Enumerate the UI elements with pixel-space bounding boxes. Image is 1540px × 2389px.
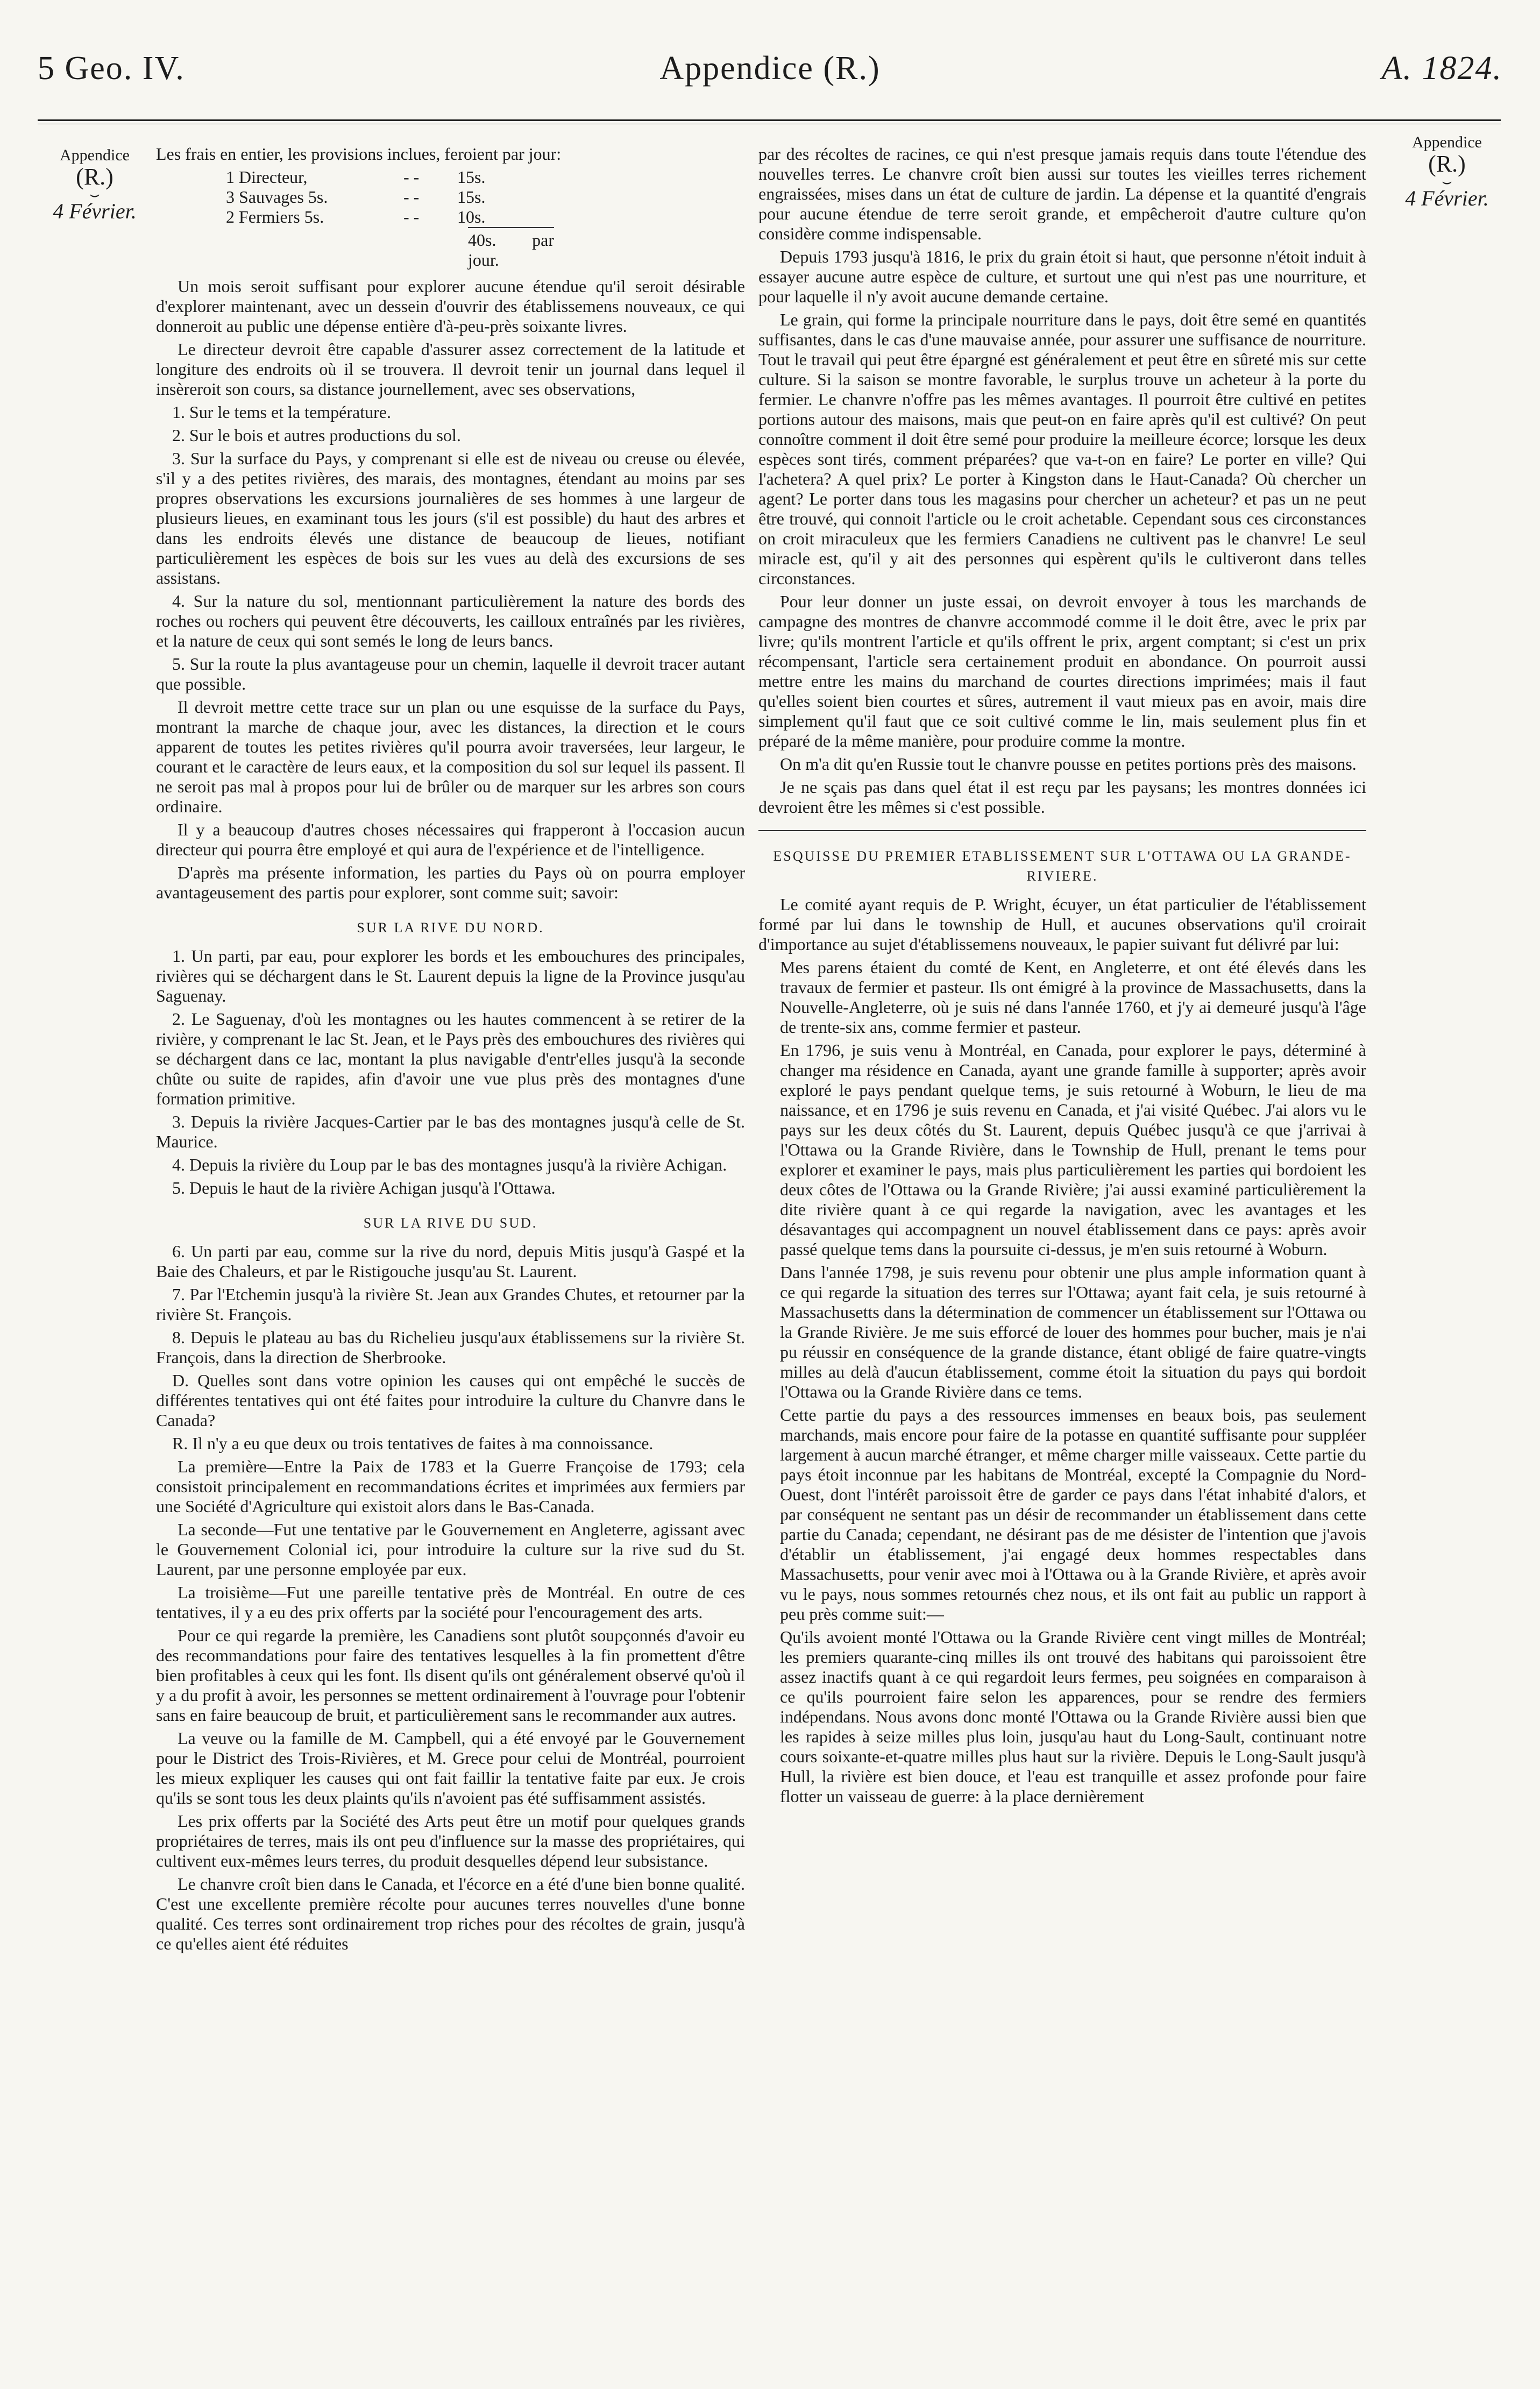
section-heading-nord: SUR LA RIVE DU NORD. xyxy=(357,920,544,935)
paragraph: La seconde—Fut une tentative par le Gouvernement en Angleterre, agissant avec le Gouvernement Colonial ici, pour introduire la culture sur la rive sud du St. Laurent, par une personne employée par eux. xyxy=(156,1520,745,1579)
list-item: 8. Depuis le plateau au bas du Richelieu jusqu'aux établissemens sur la rivière St. François, dans la direction de Sherbrooke. xyxy=(156,1328,745,1367)
right-margin-label: Appendice xyxy=(1412,133,1482,151)
question: D. Quelles sont dans votre opinion les causes qui ont empêché le succès de différentes tentatives qui ont été faites pour introduire la culture du Chanvre dans le Canada? xyxy=(156,1371,745,1430)
list-item: 5. Depuis le haut de la rivière Achigan jusqu'à l'Ottawa. xyxy=(172,1178,556,1197)
paragraph: par des récoltes de racines, ce qui n'est presque jamais requis dans toute l'étendue des nouvelles terres. Le chanvre croît bien aussi sur toutes les vieilles terres richement engraissées, mises dans un état de culture de jardin. La dépense et la quantité d'engrais pour aucune étendue de terre seroit grande, et empêcheroit d'autre culture qu'on considère comme indispensable. xyxy=(758,144,1366,243)
cost-value: 10s. xyxy=(457,207,486,226)
left-margin-sub: (R.) xyxy=(76,164,113,190)
quoted-paragraph: Dans l'année 1798, je suis revenu pour obtenir une plus ample information quant à ce qui regarde la situation des terres sur l'Ottawa; ayant fait cela, je suis retourné à Massachusetts dans la détermination de commencer un établissement sur l'Ottawa ou la Grande Rivière. Je me suis efforcé de louer des hommes pour bucher, mais je n'ai pu réussir en conséquence de la grande distance, étant obligé de faire quatre-vingts milles au delà d'aucun établissement, comme étoit la situation du pays qui bordoit l'Ottawa ou la Grande Rivière dans ce tems. xyxy=(780,1263,1366,1401)
list-item: 6. Un parti par eau, comme sur la rive du nord, depuis Mitis jusqu'à Gaspé et la Baie des Chaleurs, et par le Ristigouche jusqu'au St. Laurent. xyxy=(156,1242,745,1281)
header-rule xyxy=(38,119,1501,121)
list-item: 2. Sur le bois et autres productions du sol. xyxy=(172,426,461,445)
cost-value: 15s. xyxy=(457,187,486,207)
cost-intro: Les frais en entier, les provisions inclues, feroient par jour: xyxy=(156,144,562,164)
paragraph: D'après ma présente information, les parties du Pays où on pourra employer avantageusement des partis pour explorer, sont comme suit; savoir: xyxy=(156,863,745,902)
right-margin-note xyxy=(1374,133,1520,210)
answer: R. Il n'y a eu que deux ou trois tentatives de faites à ma connoissance. xyxy=(172,1434,654,1453)
section-heading-sud: SUR LA RIVE DU SUD. xyxy=(363,1215,538,1231)
right-margin-sub: (R.) xyxy=(1428,151,1466,177)
list-item: 4. Depuis la rivière du Loup par le bas des montagnes jusqu'à la rivière Achigan. xyxy=(172,1155,727,1174)
cost-item: 1 Directeur, xyxy=(226,167,308,187)
running-head-year: A. 1824. xyxy=(1381,50,1502,87)
quoted-paragraph: Cette partie du pays a des ressources immenses en beaux bois, pas seulement marchands, mais encore pour faire de la potasse en quantité suffisante pour suppléer largement à aucun marché étranger, et même charger mille vaisseaux. Cette partie du pays étoit inconnue par les habitans de Montréal, excepté la Compagnie du Nord-Ouest, dont l'intérêt paroissoit être de garder ce pays dans l'état inhabité d'alors, et par conséquent ne sentant pas un désir de recommander un établissement dans cette partie du Canada; cependant, ne désirant pas de me désister de l'intention que j'avois d'établir un établissement, j'ai engagé deux hommes respectables dans Massachusetts, pour venir avec moi à l'Ottawa ou à la Grande Rivière, et après avoir vu le pays, nous sommes retournés chez nous, et ils ont fait au public un rapport à peu près comme suit:— xyxy=(780,1405,1366,1624)
paragraph: Pour ce qui regarde la première, les Canadiens sont plutôt soupçonnés d'avoir eu des recommandations pour faire des tentatives lesquelles à la fin promettent d'être bien profitables à ceux qui les font. Ils disent qu'ils ont généralement observé qu'où il y a du profit à avoir, les personnes se mettent ordinairement à l'ouvrage pour l'obtenir sans en faire beaucoup de bruit, et particulièrement sans le recommander aux autres. xyxy=(156,1626,745,1725)
paragraph: Le comité ayant requis de P. Wright, écuyer, un état particulier de l'établissement formé par lui dans le township de Hull, et aucunes observations qu'il croirait d'importance au sujet d'établissemens nouveaux, le papier suivant fut délivré par lui: xyxy=(758,895,1366,954)
cost-row xyxy=(226,187,745,207)
section-divider xyxy=(758,830,1366,831)
list-item: 4. Sur la nature du sol, mentionnant particulièrement la nature des bords des roches ou rochers qui peuvent être découverts, les cailloux entraînés par les rivières, et la nature de ceux qui sont semés le long de leurs bancs. xyxy=(156,591,745,650)
paragraph: Le chanvre croît bien dans le Canada, et l'écorce en a été d'une bien bonne qualité. C'est une excellente première récolte pour aucunes terres nouvelles d'une bonne qualité. Ces terres sont ordinairement trop riches pour des récoltes de grain, jusqu'à ce qu'elles aient été réduites xyxy=(156,1874,745,1953)
paragraph: Pour leur donner un juste essai, on devroit envoyer à tous les marchands de campagne des montres de chanvre accommodé comme il le doit être, avec le prix par livre; qu'ils montrent l'article et qu'ils offrent le prix, argent comptant; si c'est un prix récompensant, l'article sera certainement produit en abondance. On pourroit aussi mettre entre les mains du marchand de courtes directions imprimées; mais il faut qu'elles soient bien courtes et sûres, autrement il vaut mieux pas en avoir, mais dire simplement qu'il faut que ce soit cultivé comme le lin, mais seulement plus fin et préparé de la même manière, pour produire comme la montre. xyxy=(758,592,1366,750)
cost-total: 40s. par jour. xyxy=(468,227,554,270)
paragraph: Un mois seroit suffisant pour explorer aucune étendue qu'il seroit désirable d'explorer maintenant, avec un dessein d'ouvrir des établissemens nouveaux, ce qui donneroit au public une dépense entière d'à-peu-près soixante livres. xyxy=(156,277,745,336)
paragraph: Le directeur devroit être capable d'assurer assez correctement de la latitude et longiture des endroits où il se trouvera. Il devroit tenir un journal dans lequel il insèreroit son cours, sa distance journellement, avec ses observations, xyxy=(156,339,745,399)
paragraph: On m'a dit qu'en Russie tout le chanvre pousse en petites portions près des maisons. xyxy=(780,754,1357,774)
paragraph: La veuve ou la famille de M. Campbell, qui a été envoyé par le Gouvernement pour le District des Trois-Rivières, et M. Grece pour celui de Montréal, pourroient les mieux expliquer les causes qui ont fait faillir la tentative faite par eux. Je crois qu'ils se sont tous les deux plaints qu'ils n'avoient pas été suffisamment assistés. xyxy=(156,1728,745,1807)
cost-dashes: - - xyxy=(403,167,420,187)
quoted-paragraph: Mes parens étaient du comté de Kent, en Angleterre, et ont été élevés dans les travaux de fermier et pasteur. Ils ont émigré à la province de Massachusetts, dans la Nouvelle-Angleterre, où je suis né dans l'année 1760, et j'y ai demeuré jusqu'à l'âge de trente-six ans, comme fermier et pasteur. xyxy=(780,958,1366,1037)
left-column xyxy=(156,144,745,1957)
left-margin-note xyxy=(46,146,143,223)
running-head-left: 5 Geo. IV. xyxy=(38,50,185,87)
right-column xyxy=(758,144,1366,1810)
left-margin-date: 4 Février. xyxy=(53,199,137,224)
cost-value: 15s. xyxy=(457,167,486,187)
paragraph: Il devroit mettre cette trace sur un plan ou une esquisse de la surface du Pays, montrant la marche de chaque jour, avec les distances, la direction et le cours apparent de toutes les petites rivières qu'il pourra avoir traversées, leur largeur, le courant et le caractère de leurs eaux, et la composition du sol sur lequel ils passent. Il ne seroit pas mal à propos pour lui de brûler ou de marquer sur les arbres son cours ordinaire. xyxy=(156,697,745,816)
cost-dashes: - - xyxy=(403,187,420,207)
cost-item: 2 Fermiers 5s. xyxy=(226,207,324,226)
paragraph: Depuis 1793 jusqu'à 1816, le prix du grain étoit si haut, que personne n'étoit induit à essayer aucune autre espèce de culture, et surtout une qui n'est pas une nourriture, et pour laquelle il n'y avoit aucune demande certaine. xyxy=(758,247,1366,306)
running-head-title: Appendice (R.) xyxy=(659,50,881,87)
paragraph: La troisième—Fut une pareille tentative près de Montréal. En outre de ces tentatives, il y a eu des prix offerts par la société pour l'encouragement des arts. xyxy=(156,1583,745,1622)
paragraph: Il y a beaucoup d'autres choses nécessaires qui frapperont à l'occasion aucun directeur qui pourra être employé et qui aura de l'expérience et de l'intelligence. xyxy=(156,820,745,859)
cost-item: 3 Sauvages 5s. xyxy=(226,187,328,207)
right-margin-flourish-icon: ⌣ xyxy=(1442,173,1452,191)
list-item: 7. Par l'Etchemin jusqu'à la rivière St. Jean aux Grandes Chutes, et retourner par la rivière St. François. xyxy=(156,1285,745,1324)
left-margin-flourish-icon: ⌣ xyxy=(89,186,100,204)
list-item: 1. Un parti, par eau, pour explorer les bords et les embouchures des principales, rivières qui se déchargent dans le St. Laurent depuis la ligne de la Province jusqu'au Saguenay. xyxy=(156,946,745,1005)
quoted-paragraph: Qu'ils avoient monté l'Ottawa ou la Grande Rivière cent vingt milles de Montréal; les premiers quarante-cinq milles ils ont trouvé des habitans qui paroissoient être assez inactifs quant à ce qui regardoit leurs fermes, peu soignées en comparaison à ce qu'ils pourroient faire selon les apparences, pour se rendre des fermiers indépendans. Nous avons donc monté l'Ottawa ou la Grande Rivière aussi bien que les rapides à seize milles plus loin, jusqu'au haut du Long-Sault, continuant notre cours soixante-et-quatre milles plus haut sur la rivière. Depuis le Long-Sault jusqu'à Hull, la rivière est bien douce, et l'eau est tranquille et assez profonde pour faire flotter un vaisseau de guerre: à la place dernièrement xyxy=(780,1627,1366,1806)
cost-row xyxy=(226,207,745,227)
cost-dashes: - - xyxy=(403,207,420,226)
cost-row xyxy=(226,167,745,187)
left-margin-label: Appendice xyxy=(60,146,130,164)
paragraph: Le grain, qui forme la principale nourriture dans le pays, doit être semé en quantités suffisantes, dans le cas d'une mauvaise année, pour assurer une suffisance de nourriture. Tout le travail qui peut être épargné est généralement et peut être en sûreté mis sur cette culture. Si la saison se montre favorable, le surplus trouve un acheteur à la porte du fermier. Le chanvre n'offre pas les mêmes avantages. Il pourroit être cultivé en petites portions autour des maisons, mais que peut-on en faire après qu'il est cultivé? On peut connoître comment il doit être semé pour produire la meilleure écorce; lorsque les deux espèces sont tirés, comment préparées? que va-t-on en faire? Le porter en ville? Qui l'achetera? A quel prix? Le porter à Kingston dans le Haut-Canada? Où chercher un agent? Le porter dans tous les magasins pour chercher un acheteur? et pas un ne peut être trouvé, qui connoit l'article ou le croit achetable. Cependant sous ces circonstances on croit miraculeux que les fermiers Canadiens ne cultivent pas le chanvre! Le seul miracle est, qu'il y ait des personnes qui espèrent qu'ils le cultiveront dans telles circonstances. xyxy=(758,310,1366,588)
paragraph: Je ne sçais pas dans quel état il est reçu par les paysans; les montres données ici devroient être les mêmes si c'est possible. xyxy=(758,777,1366,817)
paragraph: La première—Entre la Paix de 1783 et la Guerre Françoise de 1793; cela consistoit principalement en recommandations écrites et imprimées aux fermiers par une Société d'Agriculture qui existoit alors dans le Bas-Canada. xyxy=(156,1457,745,1516)
list-item: 1. Sur le tems et la température. xyxy=(172,402,391,422)
list-item: 3. Depuis la rivière Jacques-Cartier par le bas des montagnes jusqu'à celle de St. Maurice. xyxy=(156,1112,745,1151)
paragraph: Les prix offerts par la Société des Arts peut être un motif pour quelques grands propriétaires de terres, mais ils ont peu d'influence sur la masse des propriétaires, qui cultivent eux-mêmes leurs terres, du produit desquelles dépend leur subsistance. xyxy=(156,1811,745,1870)
right-margin-date: 4 Février. xyxy=(1405,186,1489,211)
list-item: 2. Le Saguenay, d'où les montagnes ou les hautes commencent à se retirer de la rivière, y comprenant le lac St. Jean, et le Pays près des embouchures des rivières qui se déchargent dans ce lac, montant la plus navigable d'entr'elles jusqu'à la seconde chûte ou suite de rapides, afin d'avoir une vue plus près des montagnes d'une formation primitive. xyxy=(156,1009,745,1108)
list-item: 3. Sur la surface du Pays, y comprenant si elle est de niveau ou creuse ou élevée, s'il y a des petites rivières, des marais, des montagnes, étendant au moins par ses propres observations les excursions journalières de ses hommes à une largeur de plusieurs lieues, en examinant tous les jours (s'il est possible) du haut des arbres et dans les endroits élevés une distance de beaucoup de lieues, notifiant particulièrement les espèces de bois sur les vues au delà des excursions de ses assistans. xyxy=(156,449,745,587)
section-heading-esquisse: ESQUISSE DU PREMIER ETABLISSEMENT SUR L'OTTAWA OU LA GRANDE-RIVIERE. xyxy=(773,848,1352,884)
cost-table xyxy=(226,167,745,270)
quoted-paragraph: En 1796, je suis venu à Montréal, en Canada, pour explorer le pays, déterminé à changer ma résidence en Canada, ayant une grande famille à supporter; après avoir exploré le pays pendant quelque tems, je suis retourné à Woburn, le lieu de ma naissance, et en 1796 je suis revenu en Canada, et j'ai visité Québec. J'ai alors vu le pays sur les deux côtés du St. Laurent, depuis Québec jusqu'à ce que j'arrivai à l'Ottawa ou la Grande Rivière, dans le Township de Hull, prenant le tems pour explorer et examiner le pays, mais plus particulièrement les parties qui bordoient les deux côtes de l'Ottawa ou la Grande Rivière; j'ai aussi examiné particulièrement la dite rivière quant à ce qui regarde la navigation, avec les avantages et les désavantages qui accompagnent un nouvel établissement dans ce pays: après avoir passé quelque tems dans la poursuite ci-dessus, je m'en suis retourné à Woburn. xyxy=(780,1040,1366,1259)
list-item: 5. Sur la route la plus avantageuse pour un chemin, laquelle il devroit tracer autant que possible. xyxy=(156,654,745,693)
